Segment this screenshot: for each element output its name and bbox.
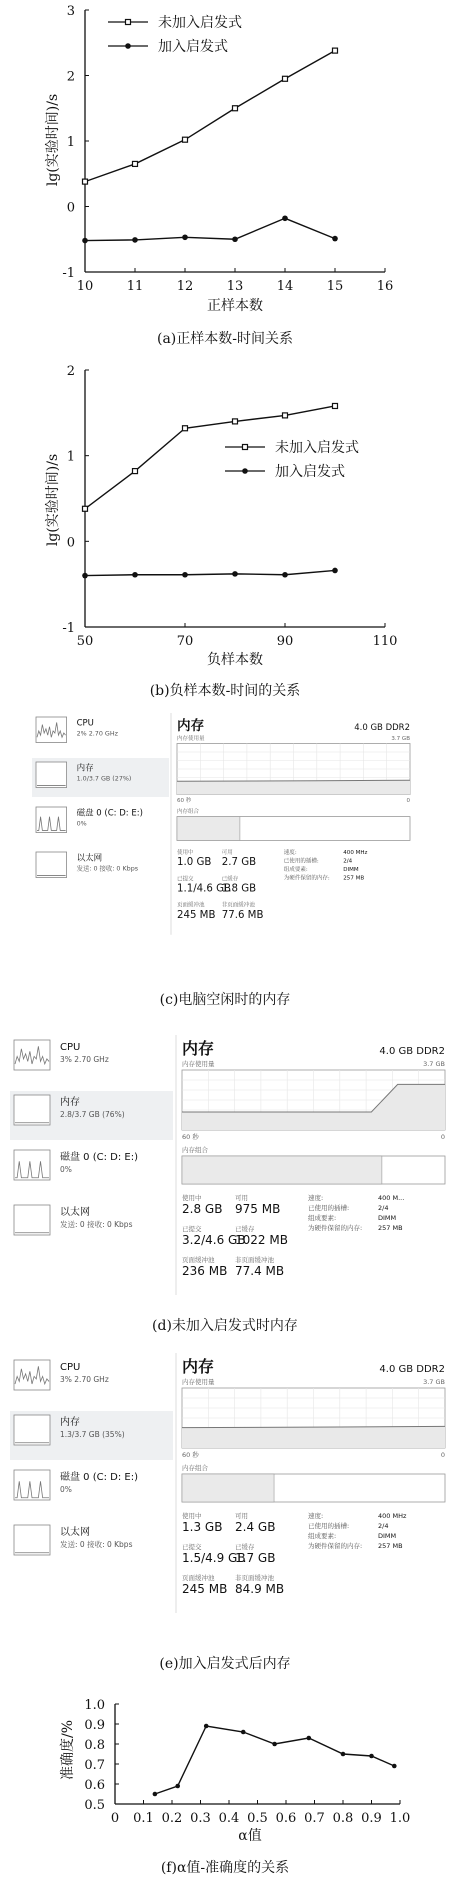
data-point bbox=[392, 1764, 397, 1769]
legend-marker bbox=[125, 43, 131, 49]
x-tick-label: 14 bbox=[276, 279, 294, 294]
y-axis-label: 准确度/% bbox=[60, 1719, 76, 1781]
sidebar-thumbnail bbox=[14, 1095, 50, 1125]
stat-value: 1.8 GB bbox=[221, 883, 257, 895]
stat-label: 已缓存 bbox=[235, 1225, 255, 1233]
stat-label: 非页面缓冲池 bbox=[235, 1256, 274, 1264]
sidebar-thumbnail bbox=[14, 1040, 50, 1070]
x-tick-label: 11 bbox=[126, 279, 144, 294]
memory-spec: 4.0 GB DDR2 bbox=[354, 722, 410, 733]
data-point bbox=[133, 469, 138, 474]
data-point bbox=[183, 426, 188, 431]
graph-axis-left: 60 秒 bbox=[177, 798, 192, 805]
line-chart-0 bbox=[45, 4, 393, 347]
sidebar-item-subtitle: 发送: 0 接收: 0 Kbps bbox=[60, 1540, 133, 1549]
data-point bbox=[133, 161, 138, 166]
data-point bbox=[82, 238, 88, 244]
y-tick-label: 0 bbox=[66, 200, 75, 216]
spec-key: 为硬件保留的内存: bbox=[308, 1542, 363, 1550]
stat-value: 2.4 GB bbox=[235, 1520, 276, 1534]
data-point bbox=[283, 76, 288, 81]
stat-value: 245 MB bbox=[182, 1582, 228, 1596]
y-tick-label: 0.5 bbox=[84, 1798, 105, 1813]
sidebar-item-title: CPU bbox=[76, 718, 94, 729]
spec-value: 2/4 bbox=[378, 1522, 389, 1530]
data-point bbox=[182, 572, 188, 578]
stat-label: 使用中 bbox=[182, 1512, 202, 1520]
data-point bbox=[182, 234, 188, 240]
x-tick-label: 15 bbox=[326, 279, 344, 294]
composition-in-use bbox=[182, 1474, 274, 1502]
sidebar-item-title: CPU bbox=[60, 1362, 81, 1373]
sidebar-item-title: 以太网 bbox=[76, 853, 103, 864]
y-axis-label: lg(实验时间)/s bbox=[45, 93, 61, 187]
spec-key: 已使用的插槽: bbox=[308, 1522, 350, 1530]
stat-label: 页面缓冲池 bbox=[182, 1574, 215, 1582]
y-tick-label: 0.8 bbox=[84, 1738, 105, 1753]
series-line-0 bbox=[85, 51, 335, 182]
memory-title: 内存 bbox=[177, 717, 205, 734]
usage-graph-max: 3.7 GB bbox=[423, 1060, 445, 1068]
composition-in-use bbox=[177, 817, 240, 841]
usage-graph-label: 内存使用量 bbox=[182, 1060, 215, 1068]
graph-axis-right: 0 bbox=[406, 798, 410, 805]
composition-label: 内存组合 bbox=[182, 1464, 208, 1472]
sidebar-item-subtitle: 0% bbox=[60, 1165, 72, 1174]
x-tick-label: 12 bbox=[176, 279, 194, 294]
data-point bbox=[233, 106, 238, 111]
sidebar-item-title: CPU bbox=[60, 1042, 81, 1053]
stat-label: 可用 bbox=[235, 1194, 248, 1202]
stat-label: 已提交 bbox=[177, 876, 194, 883]
spec-key: 已使用的插槽: bbox=[283, 858, 319, 865]
stat-label: 已提交 bbox=[182, 1225, 202, 1233]
y-tick-label: 2 bbox=[66, 364, 75, 379]
x-tick-label: 0 bbox=[110, 1811, 120, 1826]
sidebar-item-title: 磁盘 0 (C: D: E:) bbox=[60, 1472, 138, 1483]
x-tick-label: 110 bbox=[372, 634, 398, 649]
data-point bbox=[282, 215, 288, 221]
sidebar-item-subtitle: 3% 2.70 GHz bbox=[60, 1055, 109, 1064]
line-chart-2 bbox=[59, 1698, 410, 1876]
figure-caption: (d)未加入启发式时内存 bbox=[152, 1318, 298, 1334]
stat-value: 77.6 MB bbox=[221, 909, 264, 921]
stat-value: 245 MB bbox=[177, 909, 216, 921]
stat-label: 已提交 bbox=[182, 1543, 202, 1551]
figure-caption: (c)电脑空闲时的内存 bbox=[159, 992, 291, 1008]
sidebar-thumbnail bbox=[36, 852, 67, 878]
stat-value: 975 MB bbox=[235, 1202, 281, 1216]
legend-label: 未加入启发式 bbox=[158, 15, 242, 31]
stat-value: 1.0 GB bbox=[177, 857, 212, 869]
x-tick-label: 0.2 bbox=[161, 1811, 183, 1826]
series-line-1 bbox=[85, 218, 335, 240]
x-tick-label: 0.1 bbox=[133, 1811, 154, 1826]
spec-value: 257 MB bbox=[378, 1542, 403, 1550]
stat-value: 3.2/4.6 GB bbox=[182, 1233, 246, 1247]
stat-label: 已缓存 bbox=[235, 1543, 255, 1551]
sidebar-thumbnail bbox=[14, 1205, 50, 1235]
sidebar-item-subtitle: 1.3/3.7 GB (35%) bbox=[60, 1430, 125, 1439]
sidebar-item-title: 内存 bbox=[60, 1097, 80, 1108]
y-tick-label: 1 bbox=[66, 449, 75, 465]
data-point bbox=[175, 1784, 180, 1789]
usage-graph-label: 内存使用量 bbox=[182, 1378, 215, 1386]
x-axis-label: α值 bbox=[238, 1828, 262, 1844]
sidebar-item-subtitle: 发送: 0 接收: 0 Kbps bbox=[76, 864, 139, 873]
data-point bbox=[369, 1754, 374, 1759]
usage-area bbox=[177, 780, 410, 794]
stat-value: 236 MB bbox=[182, 1264, 228, 1278]
series-line-0 bbox=[155, 1726, 394, 1794]
memory-spec: 4.0 GB DDR2 bbox=[379, 1046, 445, 1057]
figure-caption: (a)正样本数-时间关系 bbox=[156, 331, 294, 347]
sidebar-thumbnail bbox=[14, 1415, 50, 1445]
legend-label: 加入启发式 bbox=[158, 39, 228, 55]
x-axis-label: 正样本数 bbox=[207, 298, 263, 314]
x-tick-label: 0.4 bbox=[218, 1811, 240, 1826]
stat-label: 非页面缓冲池 bbox=[221, 902, 255, 909]
data-point bbox=[307, 1736, 312, 1741]
spec-value: DIMM bbox=[378, 1214, 397, 1222]
spec-value: 400 MHz bbox=[378, 1512, 407, 1520]
sidebar-item-subtitle: 1.0/3.7 GB (27%) bbox=[76, 774, 132, 783]
data-point bbox=[132, 572, 138, 578]
x-tick-label: 13 bbox=[226, 279, 244, 294]
stat-label: 使用中 bbox=[177, 850, 194, 856]
graph-axis-right: 0 bbox=[440, 1451, 445, 1459]
x-tick-label: 1.0 bbox=[389, 1811, 411, 1826]
y-axis-label: lg(实验时间)/s bbox=[45, 453, 61, 547]
sidebar-thumbnail bbox=[14, 1525, 50, 1555]
task-manager-panel-2 bbox=[10, 1353, 445, 1672]
sidebar-thumbnail bbox=[36, 717, 67, 743]
stat-value: 1.1/4.6 GB bbox=[177, 883, 231, 895]
sidebar-thumbnail bbox=[14, 1360, 50, 1390]
data-point bbox=[341, 1752, 346, 1757]
x-tick-label: 90 bbox=[276, 634, 294, 649]
data-point bbox=[282, 572, 288, 578]
sidebar-item-title: 以太网 bbox=[60, 1207, 90, 1218]
x-tick-label: 50 bbox=[76, 634, 94, 649]
stat-value: 1.3 GB bbox=[182, 1520, 223, 1534]
stat-value: 2.8 GB bbox=[182, 1202, 223, 1216]
x-axis-label: 负样本数 bbox=[207, 652, 263, 668]
spec-key: 为硬件保留的内存: bbox=[308, 1224, 363, 1232]
sidebar-thumbnail bbox=[36, 762, 67, 788]
spec-value: 400 M... bbox=[378, 1194, 405, 1202]
stat-label: 页面缓冲池 bbox=[182, 1256, 215, 1264]
data-point bbox=[233, 419, 238, 424]
data-point bbox=[204, 1724, 209, 1729]
usage-graph-max: 3.7 GB bbox=[391, 736, 410, 743]
y-tick-label: -1 bbox=[62, 266, 75, 281]
data-point bbox=[132, 237, 138, 243]
data-point bbox=[241, 1730, 246, 1735]
x-tick-label: 0.3 bbox=[190, 1811, 211, 1826]
sidebar-item-subtitle: 2% 2.70 GHz bbox=[76, 729, 118, 738]
y-tick-label: 0.9 bbox=[84, 1718, 105, 1733]
legend-marker bbox=[126, 20, 131, 25]
stat-label: 使用中 bbox=[182, 1194, 202, 1202]
task-manager-panel-1 bbox=[10, 1035, 445, 1334]
x-tick-label: 0.9 bbox=[361, 1811, 382, 1826]
stat-value: 2.7 GB bbox=[221, 857, 257, 869]
data-point bbox=[232, 571, 238, 577]
x-tick-label: 0.6 bbox=[275, 1811, 297, 1826]
task-manager-panel-0 bbox=[32, 713, 410, 1008]
legend-marker bbox=[242, 468, 248, 474]
data-point bbox=[333, 403, 338, 408]
spec-key: 已使用的插槽: bbox=[308, 1204, 350, 1212]
spec-value: 2/4 bbox=[378, 1204, 389, 1212]
figure-caption: (e)加入启发式后内存 bbox=[159, 1656, 291, 1672]
x-tick-label: 0.5 bbox=[247, 1811, 268, 1826]
y-tick-label: 0.6 bbox=[84, 1778, 105, 1793]
spec-value: 400 MHz bbox=[343, 850, 368, 856]
stat-value: 1.5/4.9 GB bbox=[182, 1551, 246, 1565]
spec-key: 组成要素: bbox=[283, 867, 308, 873]
usage-graph-label: 内存使用量 bbox=[177, 736, 205, 743]
y-tick-label: 1.0 bbox=[84, 1698, 105, 1713]
sidebar-item-subtitle: 0% bbox=[60, 1485, 72, 1494]
data-point bbox=[82, 573, 88, 579]
sidebar-item-subtitle: 3% 2.70 GHz bbox=[60, 1375, 109, 1384]
data-point bbox=[153, 1792, 158, 1797]
spec-key: 速度: bbox=[283, 850, 297, 856]
composition-label: 内存组合 bbox=[182, 1146, 208, 1154]
data-point bbox=[83, 179, 88, 184]
x-tick-label: 70 bbox=[176, 634, 194, 649]
line-chart-1 bbox=[45, 364, 397, 699]
x-tick-label: 16 bbox=[376, 279, 394, 294]
stat-label: 已缓存 bbox=[221, 876, 239, 883]
stat-value: 1022 MB bbox=[235, 1233, 288, 1247]
x-tick-label: 10 bbox=[76, 279, 94, 294]
sidebar-item-title: 以太网 bbox=[60, 1527, 90, 1538]
sidebar-item-subtitle: 2.8/3.7 GB (76%) bbox=[60, 1110, 125, 1119]
y-tick-label: 3 bbox=[66, 4, 75, 19]
legend-label: 加入启发式 bbox=[275, 464, 345, 480]
graph-axis-right: 0 bbox=[440, 1133, 445, 1141]
sidebar-item-title: 内存 bbox=[60, 1417, 80, 1428]
stat-value: 1.7 GB bbox=[235, 1551, 276, 1565]
stat-label: 可用 bbox=[221, 850, 233, 856]
usage-area bbox=[182, 1426, 445, 1448]
series-line-0 bbox=[85, 406, 335, 509]
data-point bbox=[183, 137, 188, 142]
graph-axis-left: 60 秒 bbox=[182, 1133, 199, 1141]
data-point bbox=[272, 1742, 277, 1747]
composition-label: 内存组合 bbox=[177, 809, 200, 816]
composition-in-use bbox=[182, 1156, 382, 1184]
y-tick-label: 0 bbox=[66, 535, 75, 551]
spec-value: 257 MB bbox=[378, 1224, 403, 1232]
stat-value: 77.4 MB bbox=[235, 1264, 285, 1278]
stat-label: 页面缓冲池 bbox=[177, 902, 205, 909]
figure-caption: (b)负样本数-时间的关系 bbox=[149, 683, 301, 699]
y-tick-label: -1 bbox=[62, 621, 75, 636]
data-point bbox=[283, 413, 288, 418]
data-point bbox=[333, 48, 338, 53]
sidebar-item-subtitle: 0% bbox=[76, 819, 87, 828]
usage-graph-max: 3.7 GB bbox=[423, 1378, 445, 1386]
sidebar-item-subtitle: 发送: 0 接收: 0 Kbps bbox=[60, 1220, 133, 1229]
data-point bbox=[83, 506, 88, 511]
sidebar-item-title: 内存 bbox=[76, 763, 94, 774]
sidebar-item-title: 磁盘 0 (C: D: E:) bbox=[60, 1152, 138, 1163]
data-point bbox=[232, 236, 238, 242]
spec-value: DIMM bbox=[343, 867, 359, 873]
memory-title: 内存 bbox=[182, 1039, 215, 1058]
sidebar-item-title: 磁盘 0 (C: D: E:) bbox=[76, 808, 143, 819]
graph-axis-left: 60 秒 bbox=[182, 1451, 199, 1459]
spec-key: 为硬件保留的内存: bbox=[283, 875, 330, 882]
legend-marker bbox=[243, 445, 248, 450]
stat-label: 可用 bbox=[235, 1512, 248, 1520]
spec-key: 速度: bbox=[308, 1512, 324, 1520]
spec-key: 速度: bbox=[308, 1194, 324, 1202]
stat-label: 非页面缓冲池 bbox=[235, 1574, 274, 1582]
series-line-1 bbox=[85, 570, 335, 575]
spec-value: 2/4 bbox=[343, 858, 353, 865]
x-tick-label: 0.7 bbox=[304, 1811, 325, 1826]
legend-label: 未加入启发式 bbox=[275, 440, 359, 456]
spec-value: DIMM bbox=[378, 1532, 397, 1540]
data-point bbox=[332, 236, 338, 242]
y-tick-label: 1 bbox=[66, 135, 75, 150]
stat-value: 84.9 MB bbox=[235, 1582, 285, 1596]
memory-title: 内存 bbox=[182, 1357, 215, 1376]
data-point bbox=[332, 568, 338, 574]
x-tick-label: 0.8 bbox=[332, 1811, 354, 1826]
y-tick-label: 2 bbox=[66, 69, 75, 85]
memory-spec: 4.0 GB DDR2 bbox=[379, 1364, 445, 1375]
spec-key: 组成要素: bbox=[308, 1532, 337, 1540]
spec-key: 组成要素: bbox=[308, 1214, 337, 1222]
y-tick-label: 0.7 bbox=[84, 1758, 105, 1773]
spec-value: 257 MB bbox=[343, 875, 365, 882]
figure-caption: (f)α值-准确度的关系 bbox=[160, 1860, 290, 1876]
